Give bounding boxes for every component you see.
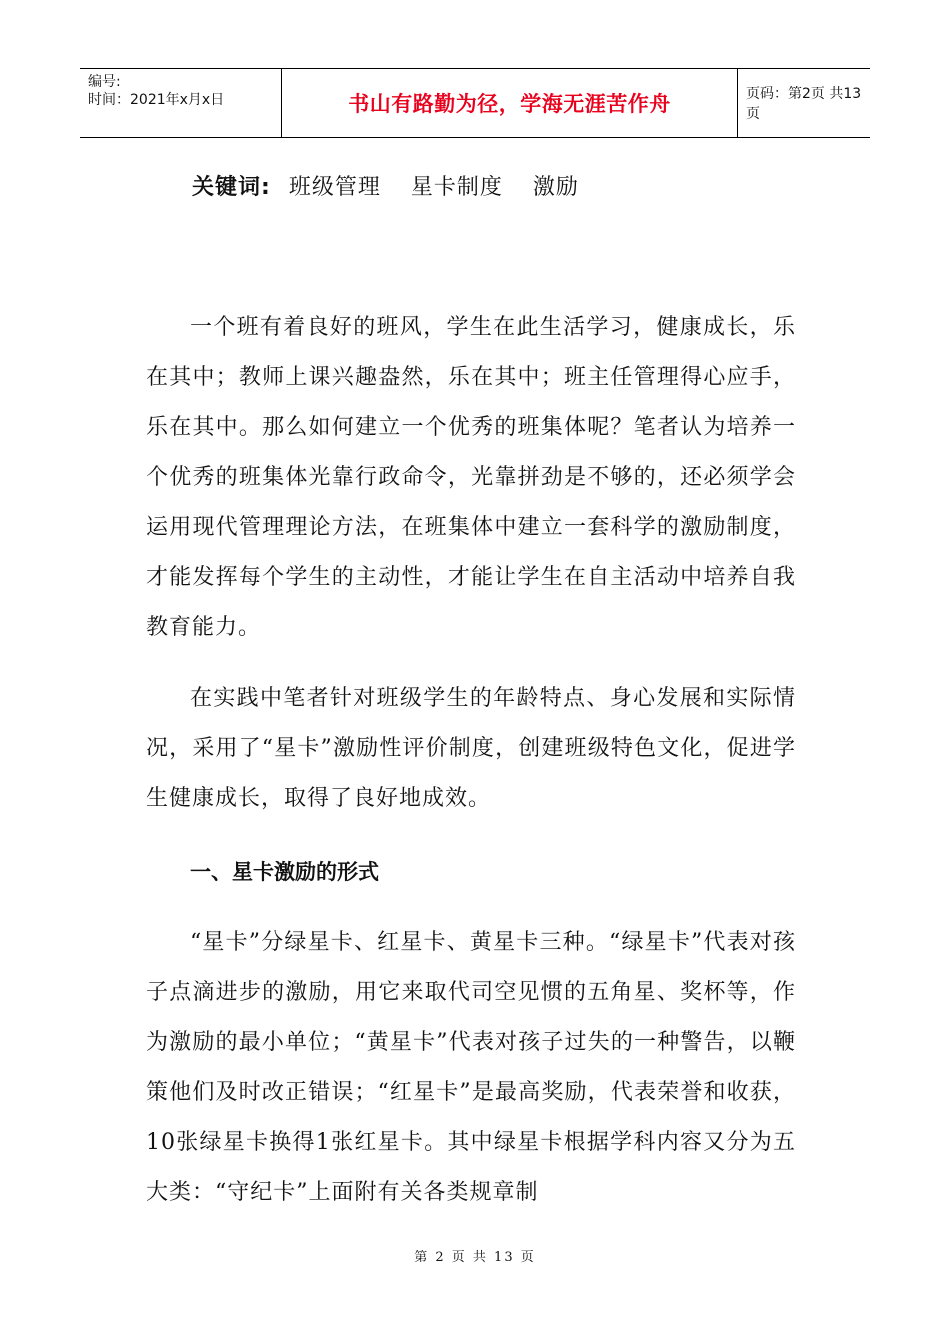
keyword-term: 星卡制度 — [410, 175, 503, 200]
header-motto: 书山有路勤为径，学海无涯苦作舟 — [348, 92, 671, 116]
keywords-label: 关键词: — [192, 175, 271, 200]
document-number-label: 编号: — [88, 74, 121, 90]
keyword-term: 班级管理 — [288, 175, 381, 200]
body-paragraph: 一个班有着良好的班风，学生在此生活学习，健康成长，乐在其中；教师上课兴趣盎然，乐在其中；班主任管理得心应手，乐在其中。那么如何建立一个优秀的班集体呢？笔者认为培养一个优秀的班集体光靠行政命令，光靠拼劲是不够的，还必须学会运用现代管理理论方法，在班集体中建立一套科学的激励制度，才能发挥每个学生的主动性，才能让学生在自主活动中培养自我教育能力。 — [146, 315, 796, 640]
body-paragraph: 在实践中笔者针对班级学生的年龄特点、身心发展和实际情况，采用了“星卡”激励性评价制度，创建班级特色文化，促进学生健康成长，取得了良好地成效。 — [146, 686, 796, 811]
header-page-cell — [738, 69, 870, 137]
body-paragraph: “星卡”分绿星卡、红星卡、黄星卡三种。“绿星卡”代表对孩子点滴进步的激励，用它来取代司空见惯的五角星、奖杯等，作为激励的最小单位；“黄星卡”代表对孩子过失的一种警告，以鞭策他们及时改正错误；“红星卡”是最高奖励，代表荣誉和收获，10张绿星卡换得1张红星卡。其中绿星卡根据学科内容又分为五大类：“守纪卡”上面附有关各类规章制 — [146, 930, 796, 1205]
section-heading: 一、星卡激励的形式 — [190, 860, 379, 884]
document-time: 时间：2021年x月x日 — [88, 92, 225, 108]
document-header — [80, 68, 870, 138]
page-footer: 第 2 页 共 13 页 — [414, 1250, 536, 1265]
header-motto-cell — [282, 69, 738, 137]
header-page-code: 页码：第2页 共13页 — [746, 86, 862, 122]
header-meta-cell — [80, 69, 282, 137]
keyword-term: 激励 — [532, 175, 579, 200]
keywords-line — [192, 170, 601, 201]
